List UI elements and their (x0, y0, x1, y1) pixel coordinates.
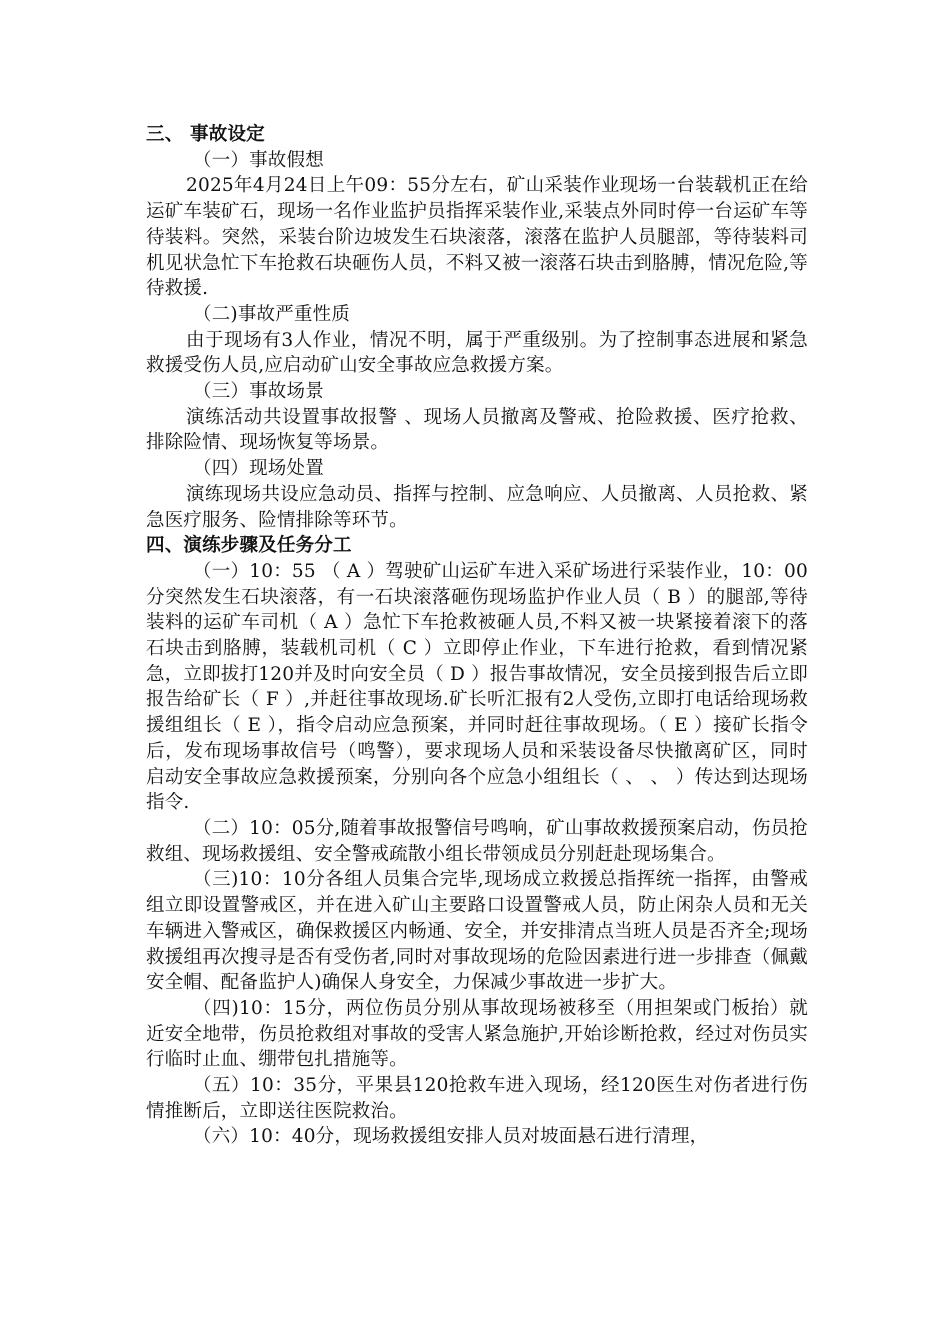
section-4-6-paragraph: （六）10：40分，现场救援组安排人员对坡面悬石进行清理， (193, 1126, 709, 1148)
document-body (146, 122, 808, 1150)
section-4-5-paragraph: （五）10：35分，平果县120抢救车进入现场，经120医生对伤者进行伤情推断后，立即送往医院救治。 (146, 1075, 808, 1122)
section-3-heading: 三、 事故设定 (146, 124, 265, 145)
section-4-3-paragraph: （三)10：10分各组人员集合完毕,现场成立救援总指挥统一指挥，由警戒组立即设置警戒区，并在进入矿山主要路口设置警戒人员，防止闲杂人员和无关车辆进入警戒区，确保救援区内畅通、安全，并安排清点当班人员是否齐全;现场救援组再次搜寻是否有受伤者,同时对事故现场的危险因素进行进一步排查（佩戴安全帽、配备监护人)确保人身安全，力保减少事故进一步扩大。 (146, 869, 808, 994)
section-3-1-paragraph: 2025年4月24日上午09：55分左右，矿山采装作业现场一台装载机正在给运矿车装矿石，现场一名作业监护员指挥采装作业,采装点外同时停一台运矿车等待装料。突然，采装台阶边坡发生石块滚落，滚落在监护人员腿部，等待装料司机见状急忙下车抢救石块砸伤人员，不料又被一滚落石块击到胳膊，情况危险,等待救援. (146, 175, 808, 300)
section-3-1-heading: （一）事故假想 (193, 149, 324, 171)
section-3-4-heading: （四）现场处置 (193, 458, 324, 480)
section-3-3-heading: （三）事故场景 (193, 381, 324, 403)
section-3-4-paragraph: 演练现场共设应急动员、指挥与控制、应急响应、人员撤离、人员抢救、紧急医疗服务、险情排除等环节。 (146, 483, 808, 531)
section-4-2-paragraph: （二）10：05分,随着事故报警信号鸣响，矿山事故救援预案启动，伤员抢救组、现场救援组、安全警戒疏散小组长带领成员分别赶赴现场集合。 (146, 817, 808, 865)
section-4-4-paragraph: （四)10：15分，两位伤员分别从事故现场被移至（用担架或门板抬）就近安全地带，伤员抢救组对事故的受害人紧急施护,开始诊断抢救，经过对伤员实行临时止血、绷带包扎措施等。 (146, 997, 808, 1071)
section-4-1-paragraph: （一）10：55 （ A ）驾驶矿山运矿车进入采矿场进行采装作业，10：00分突然发生石块滚落，有一石块滚落砸伤现场监护作业人员（ B ）的腿部,等待装料的运矿车司机（ A ）急忙下车抢救被砸人员,不料又被一块紧接着滚下的落石块击到胳膊，装载机司机（ C ）立即停止作业，下车进行抢救，看到情况紧急，立即拔打120并及时向安全员（ D ）报告事故情况，安全员接到报告后立即报告给矿长（ F ）,并赶往事故现场.矿长听汇报有2人受伤,立即打电话给现场救援组组长（ E ），指令启动应急预案，并同时赶往事故现场。（ E ）接矿长指令后，发布现场事故信号（鸣警），要求现场人员和采装设备尽快撤离矿区，同时启动安全事故应急救援预案，分别向各个应急小组组长（ 、 、 ）传达到达现场指令. (146, 560, 808, 814)
section-3-2-heading: （二)事故严重性质 (193, 303, 351, 325)
section-3-3-paragraph: 演练活动共设置事故报警 、现场人员撤离及警戒、抢险救援、医疗抢救、排除险情、现场恢复等场景。 (146, 406, 808, 454)
section-3-2-paragraph: 由于现场有3人作业，情况不明，属于严重级别。为了控制事态进展和紧急救援受伤人员,应启动矿山安全事故应急救援方案。 (146, 329, 808, 377)
section-4-heading: 四、演练步骤及任务分工 (146, 535, 352, 557)
